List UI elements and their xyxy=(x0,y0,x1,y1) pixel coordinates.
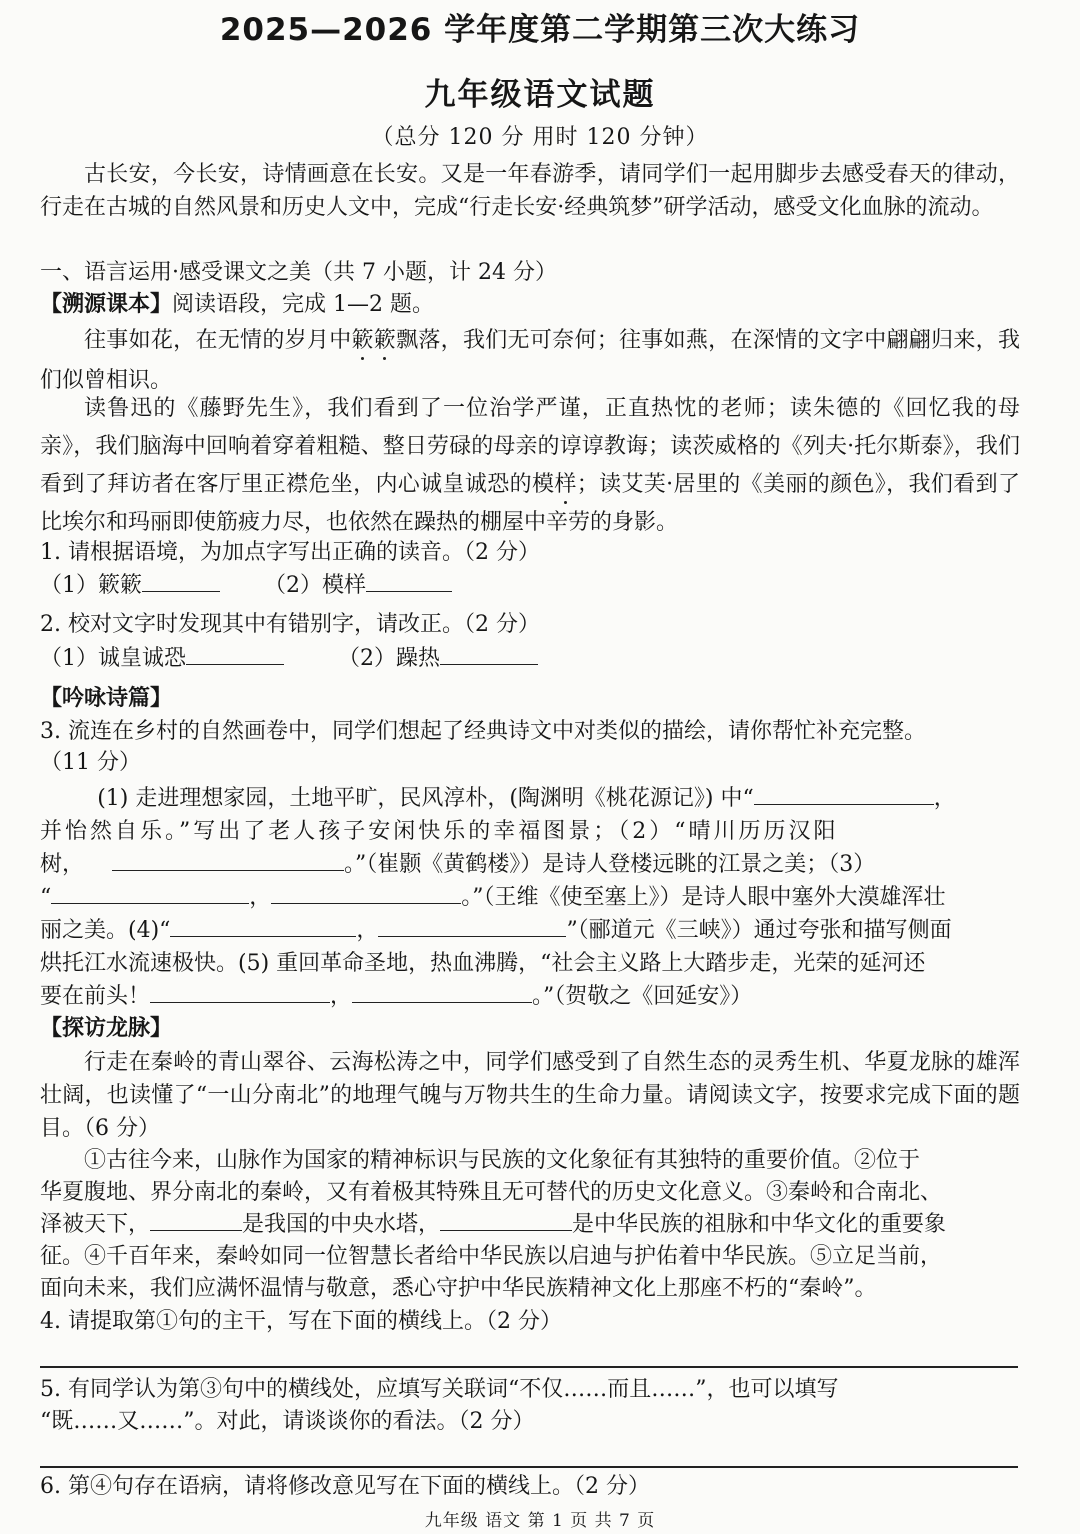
part1-heading: 一、语言运用·感受课文之美（共 7 小题，计 24 分） xyxy=(40,260,557,285)
qinling-passage-line-1: ①古往今来，山脉作为国家的精神标识与民族的文化象征有其独特的重要价值。②位于 xyxy=(84,1148,921,1173)
answer-line[interactable] xyxy=(40,1466,1018,1468)
question-6: 6. 第④句存在语病，请将修改意见写在下面的横线上。（2 分） xyxy=(40,1474,650,1499)
page-footer: 九年级 语文 第 1 页 共 7 页 xyxy=(424,1511,656,1531)
section-tag-poetry: 【吟咏诗篇】 xyxy=(40,686,173,711)
answer-blank[interactable] xyxy=(186,644,284,665)
score-time-note: （总分 120 分 用时 120 分钟） xyxy=(371,125,709,150)
dotted-char: 簌 xyxy=(351,328,374,353)
poem-line-2: 并怡然自乐。”写出了老人孩子安闲快乐的幸福图景；（2）“晴川历历汉阳 xyxy=(40,819,839,844)
poem-line-7: 要在前头！ ， 。”（贺敬之《回延安》） xyxy=(40,984,753,1009)
answer-blank[interactable] xyxy=(754,784,934,805)
section-trace-textbook xyxy=(40,289,1020,321)
answer-blank[interactable] xyxy=(366,571,452,592)
question-5-line-1: 5. 有同学认为第③句中的横线处，应填写关联词“不仅……而且……”，也可以填写 xyxy=(40,1377,839,1402)
poem-line-6: 烘托江水流速极快。(5) 重回革命圣地，热血沸腾，“社会主义路上大踏步走，光荣的延河还 xyxy=(40,951,926,976)
poem-line-5: 丽之美。(4)“ ， ”（郦道元《三峡》）通过夸张和描写侧面 xyxy=(40,918,952,943)
poem-line-1: (1) 走进理想家园，土地平旷，民风淳朴，(陶渊明《桃花源记》) 中“ ， xyxy=(97,786,956,811)
dotted-char: 样 xyxy=(554,472,577,497)
answer-blank[interactable] xyxy=(378,916,566,937)
qinling-passage-line-5: 面向未来，我们应满怀温情与敬意，悉心守护中华民族精神文化上那座不朽的“秦岭”。 xyxy=(40,1276,877,1301)
question-1-items: （1）簌簌 （2）模样 xyxy=(40,570,1020,602)
qinling-passage-line-4: 征。④千百年来，秦岭如同一位智慧长者给中华民族以启迪与护佑着中华民族。⑤立足当前， xyxy=(40,1244,943,1269)
answer-blank[interactable] xyxy=(142,571,220,592)
exam-subtitle: 九年级语文试题 xyxy=(424,77,656,113)
answer-blank[interactable] xyxy=(150,1210,242,1231)
passage-paragraph-2: 读鲁迅的《藤野先生》，我们看到了一位治学严谨，正直热忱的老师；读朱德的《回忆我的母亲》，我们脑海中回响着穿着粗糙、整日劳碌的母亲的谆谆教诲；读茨威格的《列夫·托尔斯泰》，我们看到了拜访者在客厅里正襟危坐，内心诚皇诚恐的模样；读艾芙·居里的《美丽的颜色》，我们看到了比埃尔和玛丽即使筋疲力尽，也依然在躁热的棚屋中辛劳的身影。 xyxy=(40,396,1020,535)
question-3-score: （11 分） xyxy=(40,750,141,775)
answer-blank[interactable] xyxy=(170,916,356,937)
exam-title: 2025—2026 学年度第二学期第三次大练习 xyxy=(219,12,861,48)
question-2: 2. 校对文字时发现其中有错别字，请改正。（2 分） xyxy=(40,612,540,637)
answer-blank[interactable] xyxy=(51,883,249,904)
passage-paragraph-1: 往事如花，在无情的岁月中簌簌飘落，我们无可奈何；往事如燕，在深情的文字中翩翩归来，我们似曾相识。 xyxy=(40,328,1020,393)
qinling-intro: 行走在秦岭的青山翠谷、云海松涛之中，同学们感受到了自然生态的灵秀生机、华夏龙脉的雄浑壮阔，也读懂了“一山分南北”的地理气魄与万物共生的生命力量。请阅读文字，按要求完成下面的题目。（6 分） xyxy=(40,1050,1020,1141)
question-2-items: （1）诚皇诚恐 （2）躁热 xyxy=(40,643,1020,675)
answer-blank[interactable] xyxy=(112,850,344,871)
question-4: 4. 请提取第①句的主干，写在下面的横线上。（2 分） xyxy=(40,1309,562,1334)
question-5-line-2: “既……又……”。对此，请谈谈你的看法。（2 分） xyxy=(40,1409,535,1434)
answer-blank[interactable] xyxy=(440,644,538,665)
answer-blank[interactable] xyxy=(440,1210,572,1231)
answer-blank[interactable] xyxy=(271,883,461,904)
section-instruction: 阅读语段，完成 1—2 题。 xyxy=(172,292,434,317)
answer-line[interactable] xyxy=(40,1366,1018,1368)
question-3: 3. 流连在乡村的自然画卷中，同学们想起了经典诗文中对类似的描绘，请你帮忙补充完整。 xyxy=(40,719,926,744)
poem-line-4: “ ， 。”（王维《使至塞上》）是诗人眼中塞外大漠雄浑壮 xyxy=(40,885,946,910)
question-1: 1. 请根据语境，为加点字写出正确的读音。（2 分） xyxy=(40,540,540,565)
section-tag-qinling: 【探访龙脉】 xyxy=(40,1016,173,1041)
answer-blank[interactable] xyxy=(352,982,532,1003)
intro-paragraph: 古长安，今长安，诗情画意在长安。又是一年春游季，请同学们一起用脚步去感受春天的律动，行走在古城的自然风景和历史人文中，完成“行走长安·经典筑梦”研学活动，感受文化血脉的流动。 xyxy=(40,162,1020,220)
poem-line-3: 树， 。”（崔颢《黄鹤楼》）是诗人登楼远眺的江景之美；（3） xyxy=(40,852,876,877)
answer-blank[interactable] xyxy=(150,982,330,1003)
qinling-passage-line-3: 泽被天下， 是我国的中央水塔， 是中华民族的祖脉和中华文化的重要象 xyxy=(40,1212,947,1237)
dotted-char: 簌 xyxy=(373,328,397,353)
qinling-passage-line-2: 华夏腹地、界分南北的秦岭，又有着极其特殊且无可替代的历史文化意义。③秦岭和合南北、 xyxy=(40,1180,943,1205)
section-tag: 【溯源课本】 xyxy=(40,292,173,317)
